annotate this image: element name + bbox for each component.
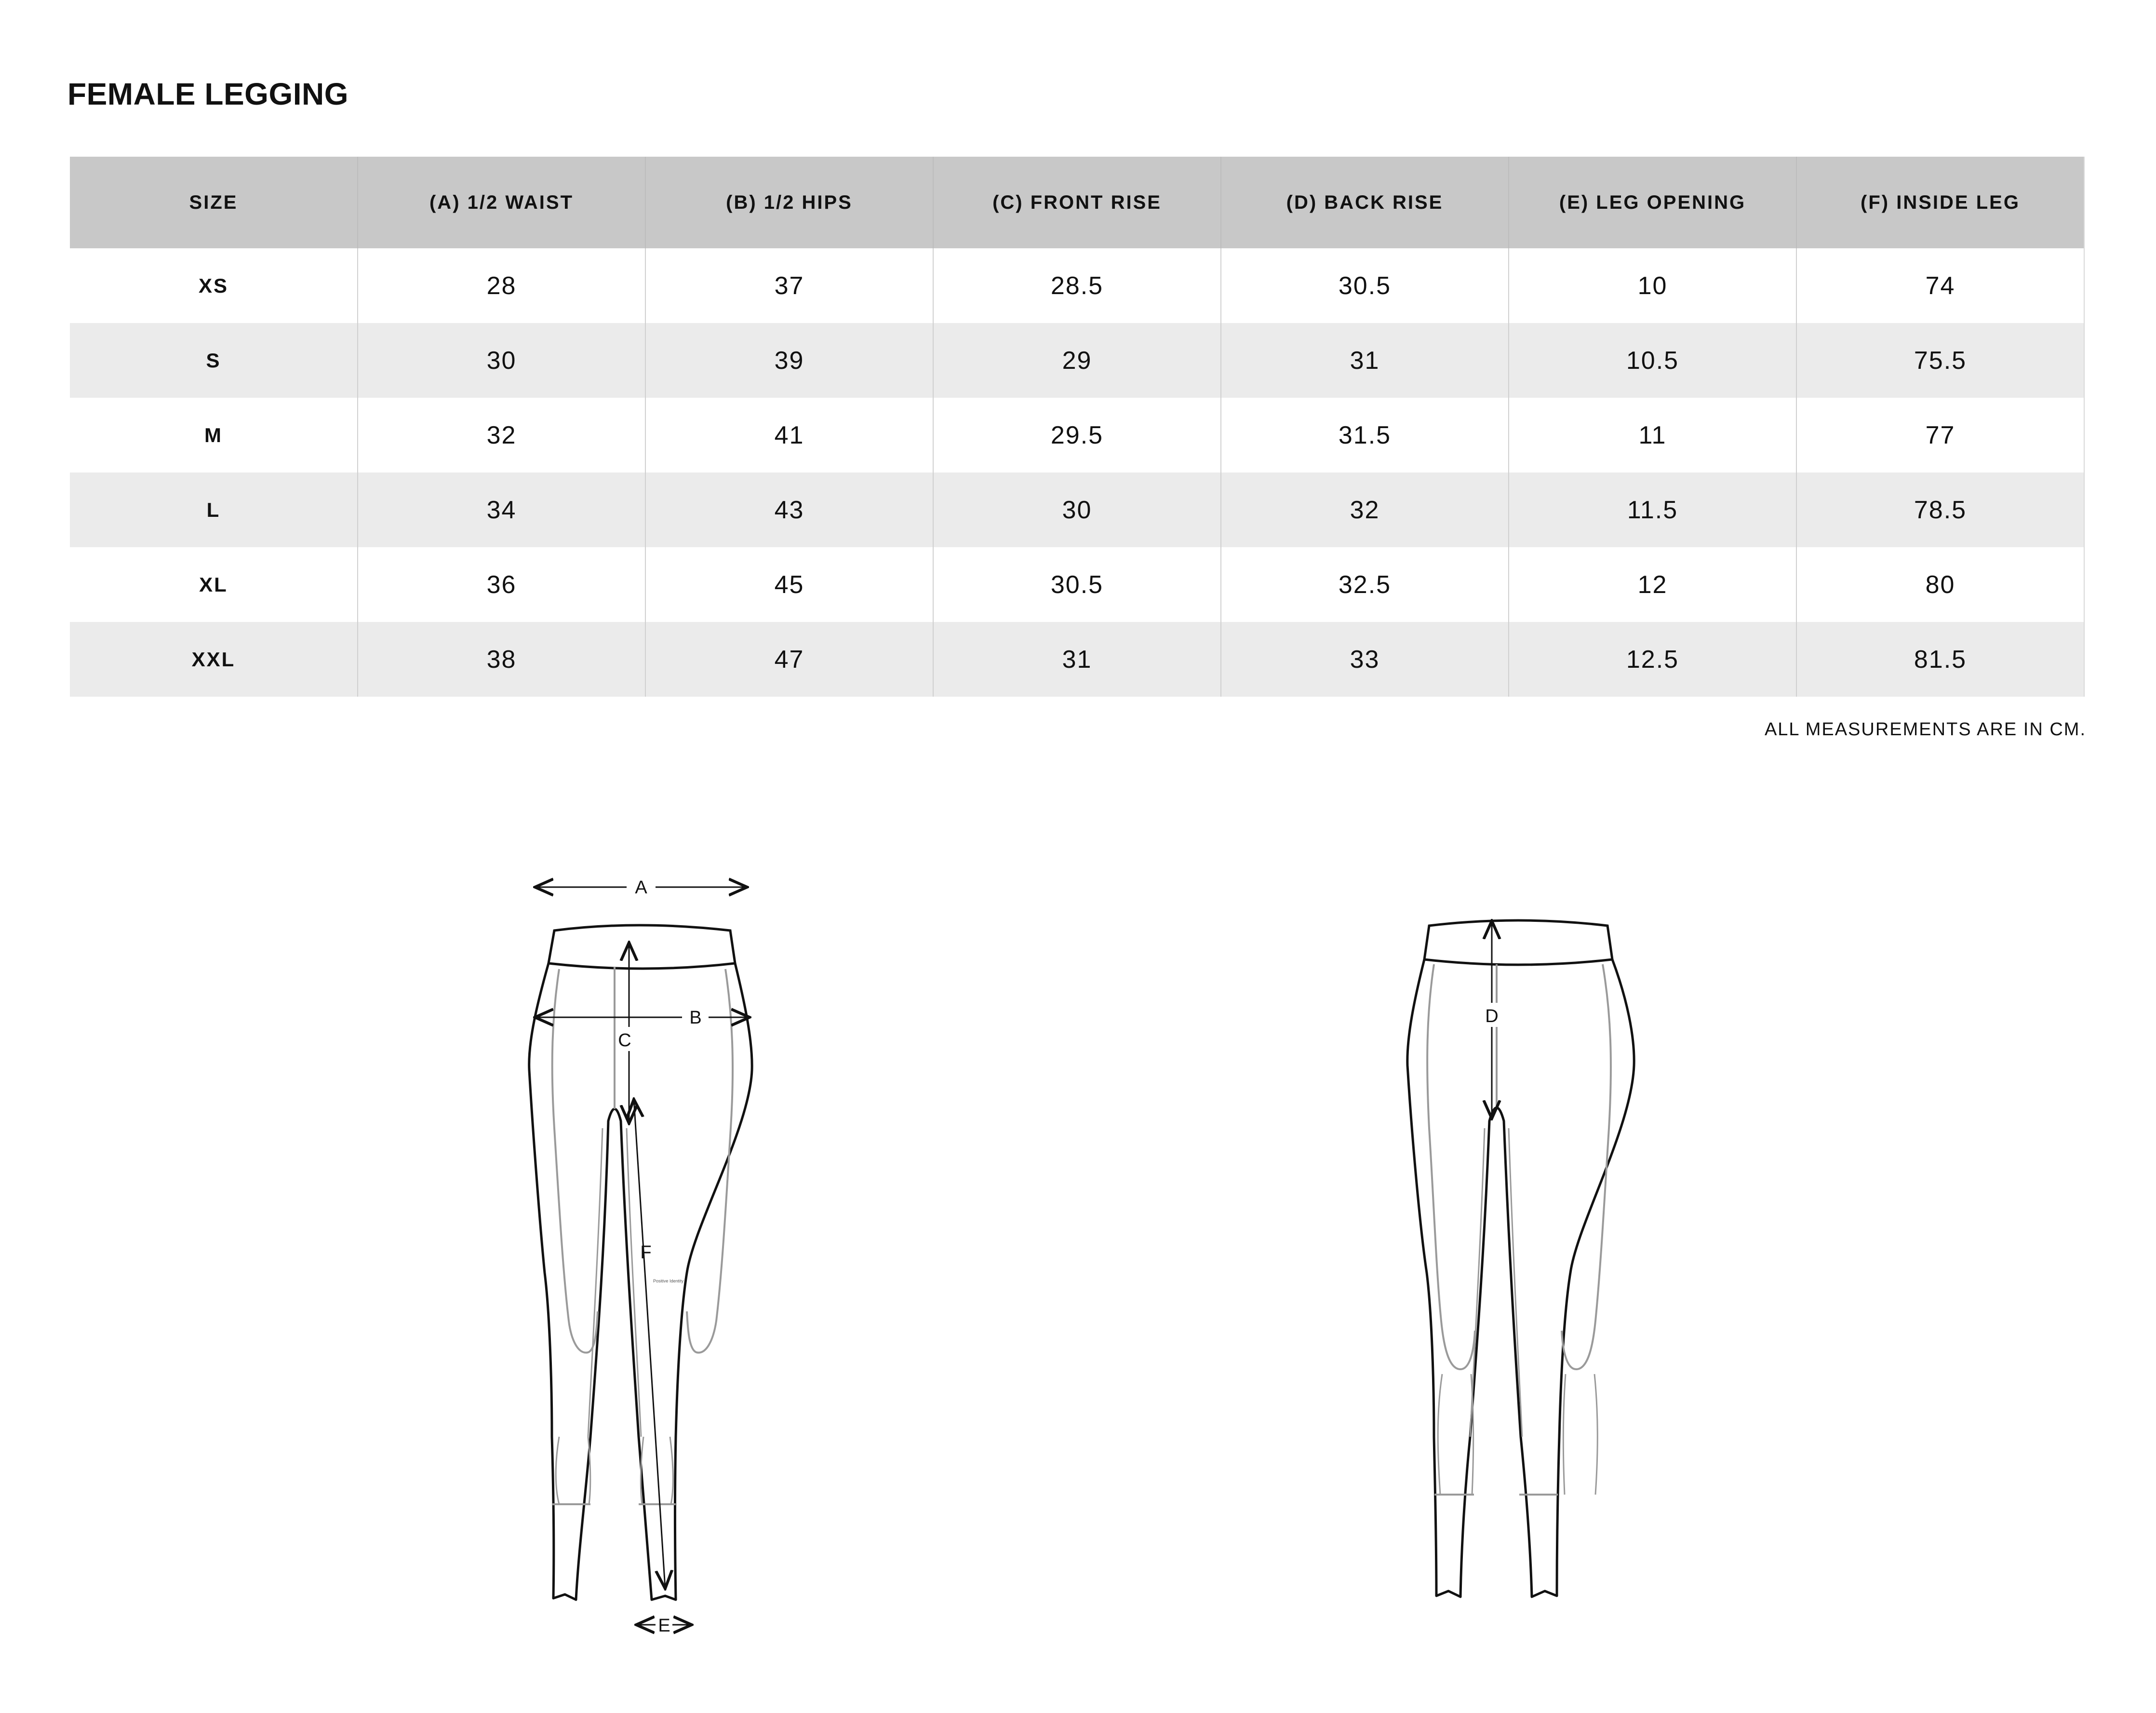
table-row: [70, 248, 2084, 323]
value-cell: 78.5: [1796, 472, 2084, 547]
right-side-seam: [1562, 964, 1611, 1369]
value-cell: 30.5: [1221, 248, 1509, 323]
header-front-rise: (C) FRONT RISE: [933, 157, 1221, 248]
size-cell: M: [70, 398, 358, 472]
value-cell: 30.5: [933, 547, 1221, 622]
size-cell: L: [70, 472, 358, 547]
header-half-hips: (B) 1/2 HIPS: [645, 157, 933, 248]
value-cell: 10.5: [1509, 323, 1796, 398]
value-cell: 39: [645, 323, 933, 398]
header-half-waist: (A) 1/2 WAIST: [358, 157, 645, 248]
waistband-outline: [1424, 920, 1612, 965]
value-cell: 30: [933, 472, 1221, 547]
value-cell: 30: [358, 323, 645, 398]
header-size: SIZE: [70, 157, 358, 248]
header-inside-leg: (F) INSIDE LEG: [1796, 157, 2084, 248]
left-side-seam: [552, 969, 598, 1353]
value-cell: 80: [1796, 547, 2084, 622]
right-knee-panel: [641, 1437, 673, 1504]
back-view-diagram: [1388, 858, 1668, 1610]
measure-e-label: E: [658, 1616, 670, 1636]
header-back-rise: (D) BACK RISE: [1221, 157, 1509, 248]
measure-b-label: B: [689, 1008, 702, 1028]
value-cell: 28: [358, 248, 645, 323]
table-row: [70, 622, 2084, 697]
value-cell: 33: [1221, 622, 1509, 697]
left-side-seam: [1427, 964, 1475, 1369]
value-cell: 12.5: [1509, 622, 1796, 697]
value-cell: 32: [1221, 472, 1509, 547]
right-knee-panel: [1563, 1374, 1597, 1495]
size-cell: S: [70, 323, 358, 398]
measure-d-label: D: [1485, 1006, 1499, 1026]
legging-outline: [1407, 959, 1634, 1597]
value-cell: 41: [645, 398, 933, 472]
table-row: [70, 547, 2084, 622]
size-chart-table: [70, 157, 2085, 697]
value-cell: 36: [358, 547, 645, 622]
table-row: [70, 323, 2084, 398]
table-header-row: [70, 157, 2084, 248]
measure-f-arrow: [634, 1099, 665, 1589]
left-knee-panel: [1438, 1374, 1473, 1495]
page-title: FEMALE LEGGING: [67, 77, 348, 111]
value-cell: 32: [358, 398, 645, 472]
value-cell: 29.5: [933, 398, 1221, 472]
front-legging-illustration: [506, 858, 795, 1639]
value-cell: 81.5: [1796, 622, 2084, 697]
measure-a-label: A: [635, 877, 647, 898]
header-leg-opening: (E) LEG OPENING: [1509, 157, 1796, 248]
value-cell: 10: [1509, 248, 1796, 323]
value-cell: 37: [645, 248, 933, 323]
value-cell: 77: [1796, 398, 2084, 472]
value-cell: 47: [645, 622, 933, 697]
table-row: [70, 398, 2084, 472]
value-cell: 31: [933, 622, 1221, 697]
size-cell: XS: [70, 248, 358, 323]
value-cell: 45: [645, 547, 933, 622]
size-cell: XXL: [70, 622, 358, 697]
table-row: [70, 472, 2084, 547]
value-cell: 32.5: [1221, 547, 1509, 622]
measure-c-label: C: [618, 1030, 631, 1051]
value-cell: 31.5: [1221, 398, 1509, 472]
value-cell: 11: [1509, 398, 1796, 472]
value-cell: 74: [1796, 248, 2084, 323]
value-cell: 11.5: [1509, 472, 1796, 547]
value-cell: 43: [645, 472, 933, 547]
value-cell: 12: [1509, 547, 1796, 622]
value-cell: 31: [1221, 323, 1509, 398]
measurement-unit-note: ALL MEASUREMENTS ARE IN CM.: [1764, 719, 2086, 740]
waistband-outline: [549, 925, 735, 969]
size-cell: XL: [70, 547, 358, 622]
front-view-diagram: [506, 858, 795, 1639]
measure-f-fine-print: Positive Identity: [653, 1279, 684, 1283]
value-cell: 34: [358, 472, 645, 547]
value-cell: 29: [933, 323, 1221, 398]
back-legging-illustration: [1388, 858, 1668, 1610]
value-cell: 38: [358, 622, 645, 697]
measure-f-label: F: [640, 1242, 652, 1263]
value-cell: 28.5: [933, 248, 1221, 323]
value-cell: 75.5: [1796, 323, 2084, 398]
